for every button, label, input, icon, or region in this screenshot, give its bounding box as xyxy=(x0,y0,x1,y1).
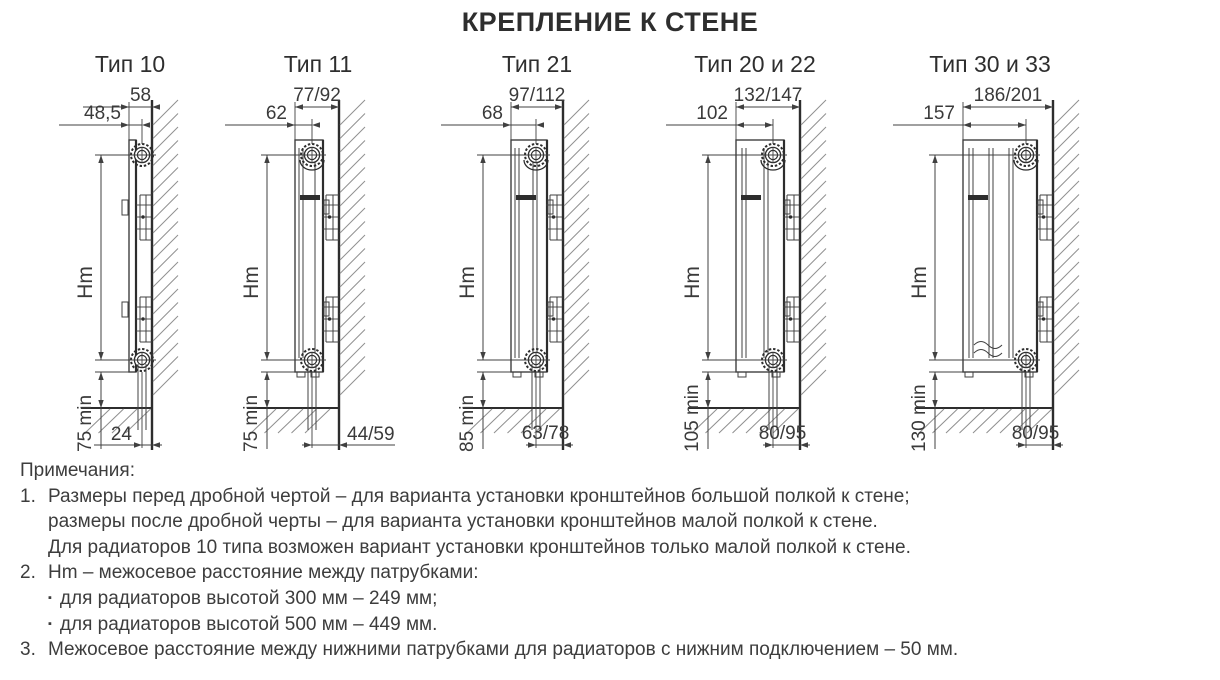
svg-text:80/95: 80/95 xyxy=(1011,423,1060,444)
svg-text:157: 157 xyxy=(923,103,955,124)
mounting-diagrams xyxy=(0,45,1220,457)
svg-text:48,5: 48,5 xyxy=(84,103,121,124)
svg-text:Hm: Hm xyxy=(681,266,704,299)
bullet-icon: ▪ xyxy=(48,591,52,604)
note-bullet-1: ▪ для радиаторов высотой 300 мм – 249 мм; xyxy=(20,586,1215,612)
note-item-1-line3: Для радиаторов 10 типа возможен вариант установки кронштейнов только малой полкой к стене. xyxy=(48,536,911,558)
note-item-1: 1. Размеры перед дробной чертой – для варианта установки кронштейнов большой полкой к стене; xyxy=(20,484,1215,510)
notes-block xyxy=(20,458,1215,663)
svg-text:105 min: 105 min xyxy=(682,384,703,452)
svg-text:Hm: Hm xyxy=(908,266,931,299)
note-number: 1. xyxy=(20,485,36,507)
svg-text:58: 58 xyxy=(129,85,152,106)
svg-text:75 min: 75 min xyxy=(75,394,96,452)
note-item-1-line2: размеры после дробной черты – для варианта установки кронштейнов малой полкой к стене. xyxy=(48,511,878,533)
svg-text:186/201: 186/201 xyxy=(973,85,1043,106)
type-label-20-22: Тип 20 и 22 xyxy=(694,51,816,77)
note-number: 2. xyxy=(20,562,36,584)
diagram-3 xyxy=(441,85,589,452)
diagram-2 xyxy=(225,85,395,452)
notes-heading: Примечания: xyxy=(20,460,135,481)
svg-text:130 min: 130 min xyxy=(909,384,930,452)
type-label-11: Тип 11 xyxy=(283,51,353,77)
bullet-icon: ▪ xyxy=(48,617,52,630)
svg-text:75 min: 75 min xyxy=(241,394,262,452)
note-item-2: 2. Hm – межосевое расстояние между патрубками: xyxy=(20,560,1215,586)
svg-text:97/112: 97/112 xyxy=(508,85,566,106)
note-bullet-2: ▪ для радиаторов высотой 500 мм – 449 мм. xyxy=(20,612,1215,638)
svg-text:Hm: Hm xyxy=(240,266,263,299)
note-number: 3. xyxy=(20,639,36,661)
diagram-1 xyxy=(59,85,178,452)
note-item-3: 3. Межосевое расстояние между нижними патрубками для радиаторов с нижним подключением – 50 мм. xyxy=(20,637,1215,663)
svg-text:85 min: 85 min xyxy=(457,394,478,452)
svg-text:62: 62 xyxy=(265,103,287,124)
svg-text:63/78: 63/78 xyxy=(521,423,570,444)
type-label-21: Тип 21 xyxy=(501,51,573,77)
type-label-30-33: Тип 30 и 33 xyxy=(929,51,1051,77)
svg-text:24: 24 xyxy=(110,424,132,445)
diagram-4 xyxy=(666,85,826,452)
diagram-5 xyxy=(893,85,1079,452)
svg-text:77/92: 77/92 xyxy=(293,85,341,106)
page-title: КРЕПЛЕНИЕ К СТЕНЕ xyxy=(461,7,759,37)
svg-text:80/95: 80/95 xyxy=(758,423,807,444)
svg-text:Hm: Hm xyxy=(456,266,479,299)
svg-text:102: 102 xyxy=(696,103,728,124)
svg-text:68: 68 xyxy=(481,103,503,124)
type-label-10: Тип 10 xyxy=(94,51,166,77)
svg-text:Hm: Hm xyxy=(74,266,97,299)
svg-text:132/147: 132/147 xyxy=(733,85,803,106)
svg-text:44/59: 44/59 xyxy=(347,424,395,445)
